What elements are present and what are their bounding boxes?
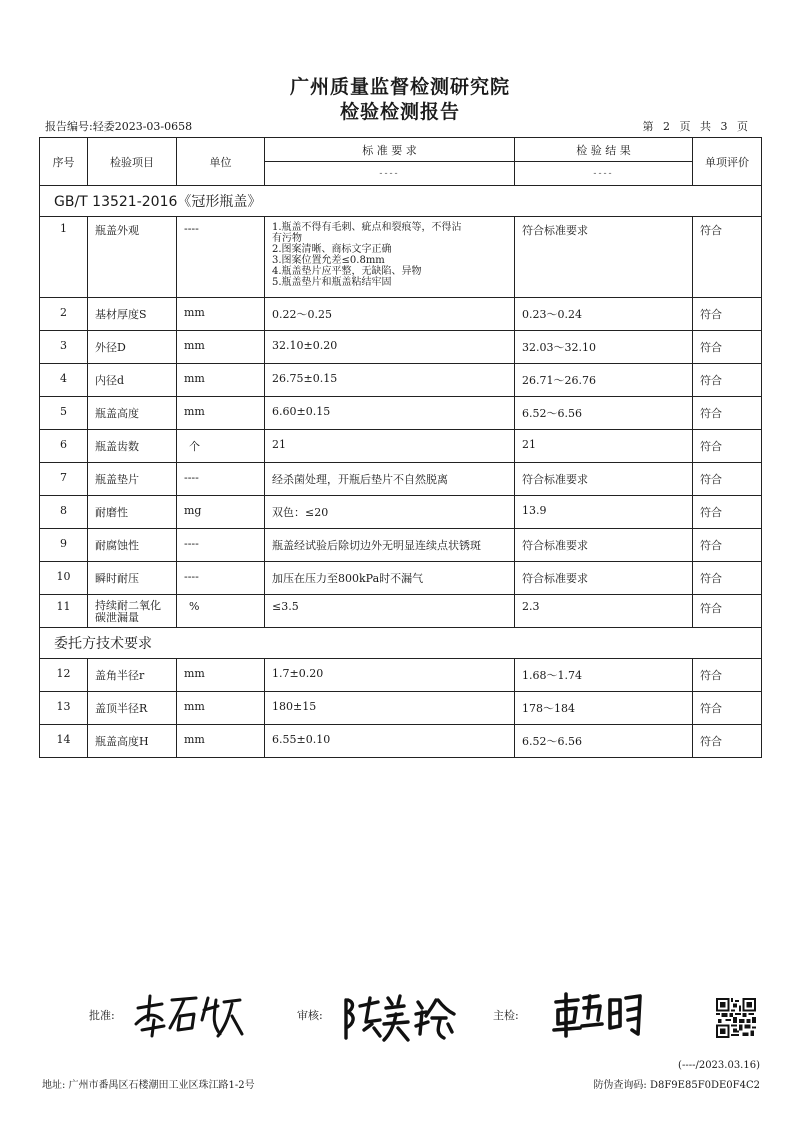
cell-result: 1.68～1.74: [515, 659, 693, 692]
cell-unit: 个: [177, 430, 265, 463]
requirement-line: 4.瓶盖垫片应平整，无缺陷、异物: [272, 266, 422, 277]
cell-item: 内径d: [88, 364, 177, 397]
col-header-standard: 标 准 要 求: [265, 138, 515, 162]
cell-item: 瓶盖外观: [88, 217, 177, 298]
cell-requirement: 6.60±0.15: [265, 397, 515, 430]
approver-signature: [128, 990, 248, 1040]
cell-unit: mm: [177, 331, 265, 364]
cell-evaluation: 符合: [693, 217, 762, 298]
cell-result: 0.23～0.24: [515, 298, 693, 331]
address: 地址: 广州市番禺区石楼潮田工业区珠江路1-2号: [42, 1080, 255, 1091]
document-title: 检验检测报告: [339, 101, 460, 123]
cell-item: [88, 595, 177, 628]
cell-unit: mm: [177, 725, 265, 758]
cell-result: 26.71～26.76: [515, 364, 693, 397]
item-line: 持续耐二氧化: [95, 599, 161, 612]
table-row: [40, 659, 762, 692]
org-title: 广州质量监督检测研究院: [289, 76, 510, 98]
cell-item: 瓶盖高度: [88, 397, 177, 430]
table-row: [40, 463, 762, 496]
cell-unit: ----: [177, 217, 265, 298]
cell-result: 13.9: [515, 496, 693, 529]
report-date: (----/2023.03.16): [678, 1060, 760, 1071]
cell-requirement: 双色：≤20: [265, 496, 515, 529]
cell-requirement: 26.75±0.15: [265, 364, 515, 397]
cell-no: 4: [40, 364, 88, 397]
cell-no: 7: [40, 463, 88, 496]
cell-item: 瓶盖高度H: [88, 725, 177, 758]
cell-unit: mm: [177, 692, 265, 725]
requirement-line: 有污物: [272, 233, 302, 244]
report-number: 报告编号:轻委2023-03-0658: [45, 120, 193, 133]
cell-item: 瓶盖垫片: [88, 463, 177, 496]
table-row: [40, 364, 762, 397]
cell-requirement: 6.55±0.10: [265, 725, 515, 758]
cell-item: 盖角半径r: [88, 659, 177, 692]
table-row: [40, 217, 762, 298]
col-header-item: 检验项目: [88, 138, 177, 186]
cell-result: 6.52～6.56: [515, 397, 693, 430]
cell-no: 10: [40, 562, 88, 595]
cell-requirement: 经杀菌处理，开瓶后垫片不自然脱离: [265, 463, 515, 496]
cell-unit: ----: [177, 562, 265, 595]
requirement-line: 3.图案位置允差≤0.8mm: [272, 255, 385, 266]
cell-unit: ----: [177, 463, 265, 496]
cell-no: 3: [40, 331, 88, 364]
inspector-signature: [548, 990, 648, 1042]
cell-no: 14: [40, 725, 88, 758]
cell-item: 耐腐蚀性: [88, 529, 177, 562]
section-row: [40, 186, 762, 217]
page-indicator: 第 2 页 共 3 页: [642, 120, 748, 133]
cell-evaluation: 符合: [693, 692, 762, 725]
table-row: [40, 496, 762, 529]
cell-result: 32.03～32.10: [515, 331, 693, 364]
cell-no: 8: [40, 496, 88, 529]
col-header-result: 检 验 结 果: [515, 138, 693, 162]
inspection-table: [39, 137, 762, 758]
cell-unit: mg: [177, 496, 265, 529]
cell-result: 符合标准要求: [515, 463, 693, 496]
table-row: [40, 298, 762, 331]
cell-evaluation: 符合: [693, 496, 762, 529]
cell-requirement: 180±15: [265, 692, 515, 725]
inspector-label: 主检:: [493, 1009, 519, 1022]
reviewer-label: 审核:: [297, 1009, 323, 1022]
cell-evaluation: 符合: [693, 562, 762, 595]
requirement-line: 5.瓶盖垫片和瓶盖粘结牢固: [272, 277, 392, 288]
cell-evaluation: 符合: [693, 298, 762, 331]
requirement-line: 1.瓶盖不得有毛刺、疵点和裂痕等，不得沾: [272, 222, 462, 233]
cell-no: 11: [40, 595, 88, 628]
cell-evaluation: 符合: [693, 595, 762, 628]
cell-result: 21: [515, 430, 693, 463]
result-subheader: ----: [515, 162, 693, 186]
cell-requirement: 瓶盖经试验后除切边外无明显连续点状锈斑: [265, 529, 515, 562]
cell-evaluation: 符合: [693, 529, 762, 562]
col-header-unit: 单位: [177, 138, 265, 186]
anti-counterfeit-code: 防伪查询码: D8F9E85F0DE0F4C2: [593, 1080, 760, 1091]
col-header-evaluation: 单项评价: [693, 138, 762, 186]
cell-no: 5: [40, 397, 88, 430]
cell-requirement: ≤3.5: [265, 595, 515, 628]
cell-unit: mm: [177, 659, 265, 692]
cell-unit: mm: [177, 298, 265, 331]
cell-requirement: 21: [265, 430, 515, 463]
cell-result: 符合标准要求: [515, 217, 693, 298]
cell-evaluation: 符合: [693, 725, 762, 758]
cell-requirement: 0.22～0.25: [265, 298, 515, 331]
requirement-line: 2.图案清晰、商标文字正确: [272, 244, 392, 255]
section-title-standard: GB/T 13521-2016《冠形瓶盖》: [40, 186, 762, 217]
cell-result: 2.3: [515, 595, 693, 628]
cell-item: 外径D: [88, 331, 177, 364]
cell-evaluation: 符合: [693, 659, 762, 692]
approver-label: 批准:: [89, 1009, 115, 1022]
table-row: [40, 595, 762, 628]
cell-no: 12: [40, 659, 88, 692]
cell-no: 13: [40, 692, 88, 725]
cell-item: 耐磨性: [88, 496, 177, 529]
cell-result: 符合标准要求: [515, 529, 693, 562]
qr-code-icon: [716, 998, 756, 1038]
cell-requirement: [265, 217, 515, 298]
cell-no: 2: [40, 298, 88, 331]
col-header-no: 序号: [40, 138, 88, 186]
cell-item: 瞬时耐压: [88, 562, 177, 595]
table-row: [40, 725, 762, 758]
cell-evaluation: 符合: [693, 430, 762, 463]
cell-evaluation: 符合: [693, 364, 762, 397]
cell-unit: mm: [177, 397, 265, 430]
cell-evaluation: 符合: [693, 331, 762, 364]
cell-evaluation: 符合: [693, 463, 762, 496]
cell-item: 瓶盖齿数: [88, 430, 177, 463]
cell-unit: mm: [177, 364, 265, 397]
cell-no: 6: [40, 430, 88, 463]
table-header-row: [40, 138, 762, 162]
standard-subheader: ----: [265, 162, 515, 186]
section-title-client: 委托方技术要求: [40, 628, 762, 659]
cell-unit: %: [177, 595, 265, 628]
section-row: [40, 628, 762, 659]
cell-requirement: 1.7±0.20: [265, 659, 515, 692]
cell-evaluation: 符合: [693, 397, 762, 430]
table-row: [40, 397, 762, 430]
cell-result: 符合标准要求: [515, 562, 693, 595]
item-line: 碳泄漏量: [95, 611, 139, 624]
cell-item: 盖顶半径R: [88, 692, 177, 725]
cell-unit: ----: [177, 529, 265, 562]
cell-requirement: 加压在压力至800kPa时不漏气: [265, 562, 515, 595]
table-row: [40, 430, 762, 463]
table-row: [40, 692, 762, 725]
reviewer-signature: [340, 992, 460, 1044]
table-row: [40, 562, 762, 595]
cell-result: 178～184: [515, 692, 693, 725]
cell-no: 1: [40, 217, 88, 298]
cell-no: 9: [40, 529, 88, 562]
table-row: [40, 529, 762, 562]
cell-item: 基材厚度S: [88, 298, 177, 331]
cell-result: 6.52～6.56: [515, 725, 693, 758]
cell-requirement: 32.10±0.20: [265, 331, 515, 364]
table-row: [40, 331, 762, 364]
